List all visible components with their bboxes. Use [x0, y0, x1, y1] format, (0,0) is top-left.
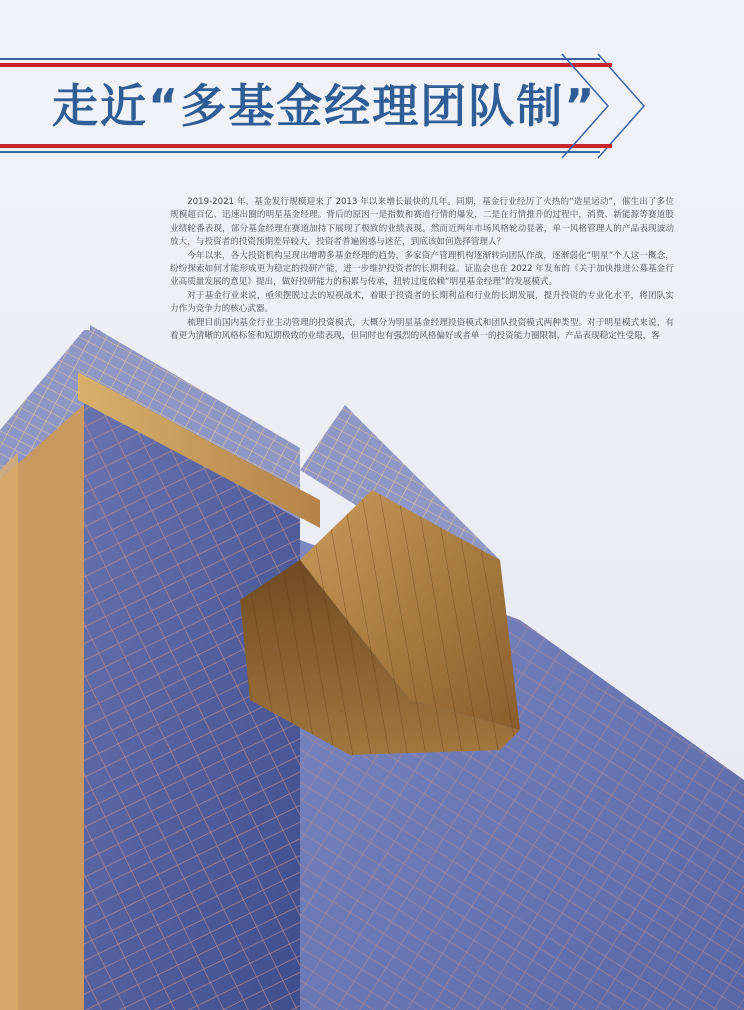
page-title: 走近“多基金经理团队制”: [52, 79, 597, 133]
article-paragraph: 2019-2021 年，基金发行规模迎来了 2013 年以来增长最快的几年。同期，基金行业经历了火热的“造星运动”，催生出了多位规模超百亿、迅速出圈的明星基金经理。背后的原因一是指数和赛道行情的爆发，二是在行情推升的过程中，消费、新能源等赛道股业绩轮番表现，部分基金经理在赛道加持下展现了极致的业绩表现。然而近两年市场风格轮动显著，单一风格管理人的产品表现波动放大，与投资者的投资预期差异较大。投资者普遍困惑与迷茫，到底该如何选择管理人？: [170, 197, 674, 248]
article-paragraph: 今年以来，各大投资机构呈现出增聘多基金经理的趋势，多家资产管理机构逐渐转向团队作战，逐渐弱化“明星”个人这一概念，纷纷探索如何才能形成更为稳定的投研产能，进一步维护投资者的长期利益。证监会也在 2022 年发布的《关于加快推进公募基金行业高质量发展的意见》提出，做好投研能力的积累与传承，扭转过度依赖“明星基金经理”的发展模式。: [170, 250, 674, 288]
article-paragraph: 对于基金行业来说，亟须摆脱过去的短视战术，着眼于投资者的长期利益和行业的长期发展，提升投资的专业化水平，将团队实力作为竞争力的核心武器。: [170, 290, 674, 315]
article-paragraph: 梳理目前国内基金行业主动管理的投资模式，大概分为明星基金经理投资模式和团队投资模式两种类型。对于明星模式来说，有着更为清晰的风格标签和短期极致的业绩表现，但同时也有强烈的风格偏好或者单一的投资能力圈限制，产品表现稳定性受限，客: [170, 317, 674, 342]
article-body: [170, 196, 674, 343]
